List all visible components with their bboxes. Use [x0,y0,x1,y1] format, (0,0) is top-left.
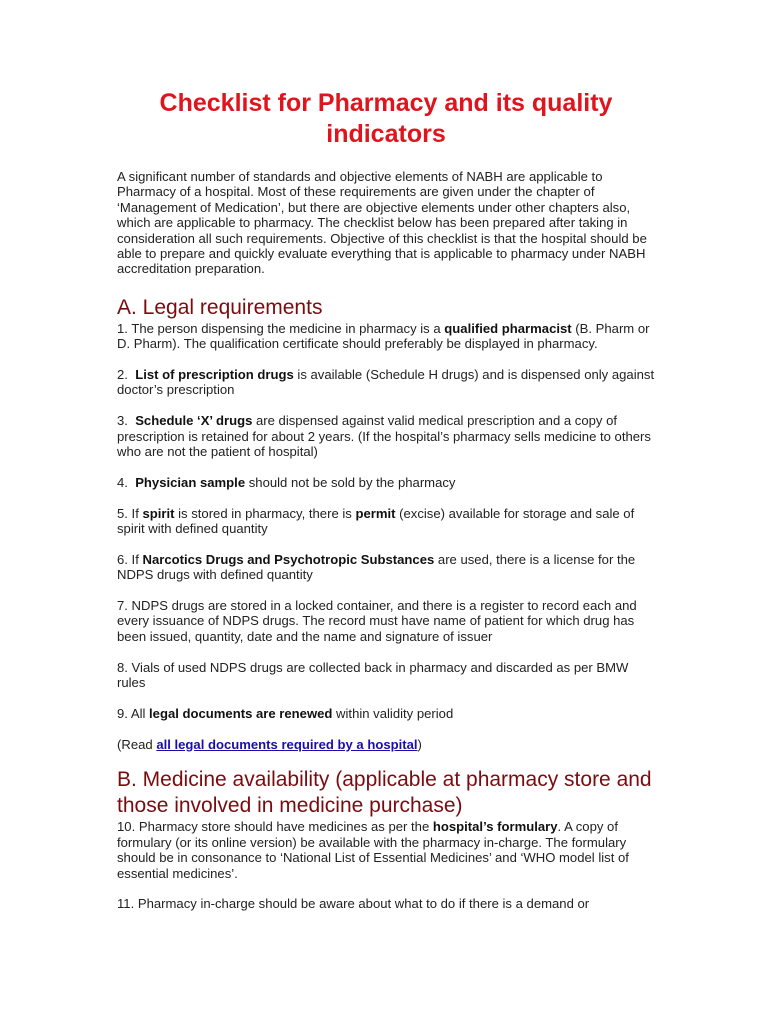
checklist-item-5: 5. If spirit is stored in pharmacy, there is permit (excise) available for storage and sale of spirit with defined quantity [117,505,635,537]
checklist-item-2: 2. List of prescription drugs is available (Schedule H drugs) and is dispensed only against doctor’s prescription [117,367,655,398]
checklist-item-4: 4. Physician sample should not be sold by the pharmacy [117,474,456,490]
document-title: Checklist for Pharmacy and its quality indicators [159,89,613,148]
checklist-item-7: 7. NDPS drugs are stored in a locked container, and there is a register to record each and every issuance of NDPS drugs. The record must have name of patient for which drug has been issued, quantity, date and the name and signature of issuer [117,598,637,644]
checklist-item-8: 8. Vials of used NDPS drugs are collected back in pharmacy and discarded as per BMW rules [117,659,629,691]
checklist-item-11: 11. Pharmacy in-charge should be aware about what to do if there is a demand or [117,896,590,912]
legal-documents-link[interactable]: all legal documents required by a hospital [156,736,418,752]
checklist-item-10: 10. Pharmacy store should have medicines as per the hospital’s formulary. A copy of formulary (or its online version) be available with the pharmacy in-charge. The formulary should be in consonance to ‘National List of Essential Medicines’ and ‘WHO model list of essential medicines’. [117,819,629,881]
document-page [117,88,655,927]
checklist-item-1: 1. The person dispensing the medicine in pharmacy is a qualified pharmacist (B. Pharm or D. Pharm). The qualification certificate should preferably be displayed in pharmacy. [117,320,650,352]
intro-paragraph: A significant number of standards and objective elements of NABH are applicable to Pharmacy of a hospital. Most of these requirements are given under the chapter of ‘Management of Medication’, but there are objective elements under other chapters also, which are applicable to pharmacy. The checklist below has been prepared after taking in consideration all such requirements. Objective of this checklist is that the hospital should be able to prepare and quickly evaluate everything that is applicable to pharmacy under NABH accreditation preparation. [117,169,647,277]
section-a-heading: A. Legal requirements [117,295,323,319]
checklist-item-6: 6. If Narcotics Drugs and Psychotropic Substances are used, there is a license for the NDPS drugs with defined quantity [117,551,636,583]
checklist-item-3: 3. Schedule ‘X’ drugs are dispensed against valid medical prescription and a copy of prescription is retained for about 2 years. (If the hospital’s pharmacy sells medicine to others who are not the patient of hospital) [117,413,651,460]
checklist-item-9: 9. All legal documents are renewed within validity period [117,705,454,721]
read-more-note: (Read all legal documents required by a hospital) [117,736,422,752]
section-b-heading: B. Medicine availability (applicable at pharmacy store and those involved in medicine purchase) [117,768,652,818]
